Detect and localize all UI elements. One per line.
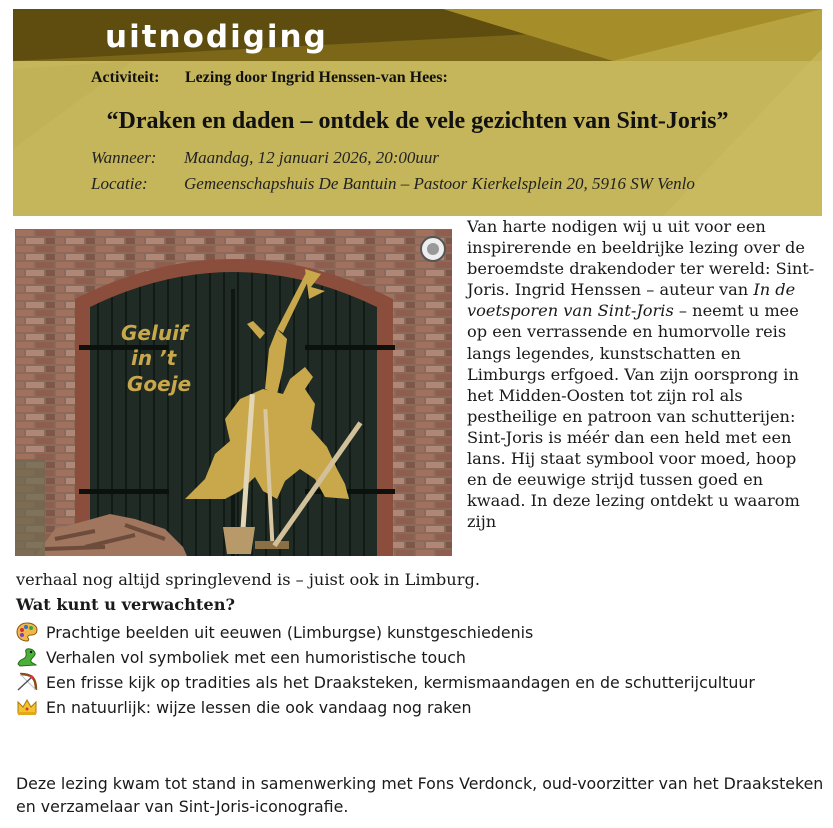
invitation-banner xyxy=(13,9,822,216)
banner-heading: uitnodiging xyxy=(105,19,328,55)
location-line xyxy=(91,174,695,194)
list-item xyxy=(16,695,816,720)
activity-line xyxy=(91,69,448,87)
lecture-title: “Draken en daden – ontdek de vele gezichten van Sint-Joris” xyxy=(106,108,729,134)
location-label: Locatie: xyxy=(91,174,148,193)
intro-paragraph-tail: verhaal nog altijd springlevend is – juist ook in Limburg. xyxy=(16,570,480,589)
when-label: Wanneer: xyxy=(91,148,157,167)
door-text-line3: Goeje xyxy=(127,372,192,396)
intro-part1: Van harte nodigen wij u uit voor een inspirerende en beeldrijke lezing over de beroemdste drakendoder ter wereld: Sint-Joris. Ingrid Henssen – auteur van xyxy=(467,217,815,300)
list-item xyxy=(16,671,816,695)
list-item-text: Verhalen vol symboliek met een humoristische touch xyxy=(46,648,466,668)
door-text-line2: in ’t xyxy=(131,346,177,370)
expect-list xyxy=(16,620,816,720)
book-title: In de voetsporen van Sint-Joris xyxy=(467,280,796,321)
list-item-text: Een frisse kijk op tradities als het Draaksteken, kermismaandagen en de schutterijcultuur xyxy=(46,672,755,692)
dragon-icon xyxy=(16,647,38,667)
door-photo xyxy=(15,229,452,556)
palette-icon xyxy=(16,622,38,642)
collaboration-paragraph: Deze lezing kwam tot stand in samenwerking met Fons Verdonck, oud-voorzitter van het Draaksteken en verzamelaar van Sint-Joris-iconografie. xyxy=(16,774,824,816)
activity-value: Lezing door Ingrid Henssen-van Hees: xyxy=(185,69,448,86)
when-line xyxy=(91,148,439,168)
crown-icon xyxy=(16,697,38,717)
location-value: Gemeenschapshuis De Bantuin – Pastoor Kierkelsplein 20, 5916 SW Venlo xyxy=(184,174,695,193)
list-item-text: Prachtige beelden uit eeuwen (Limburgse) kunstgeschiedenis xyxy=(46,623,534,642)
list-item xyxy=(16,620,816,645)
expect-heading: Wat kunt u verwachten? xyxy=(16,595,235,614)
door-text-line1: Geluif xyxy=(121,321,188,345)
activity-label: Activiteit: xyxy=(91,69,160,86)
intro-part2: – neemt u mee op een verrassende en humorvolle reis langs legendes, kunstschatten en Limburgs erfgoed. Van zijn oorsprong in het Midden-Oosten tot zijn rol als pestheilige en patroon van schutterijen: Sint-Joris is méér dan een held met een lans. Hij staat symbool voor moed, hoop en de eeuwige strijd tussen goed en kwaad. In deze lezing ontdekt u waarom zijn xyxy=(467,301,800,532)
intro-paragraph xyxy=(467,216,817,532)
list-item-text: En natuurlijk: wijze lessen die ook vandaag nog raken xyxy=(46,697,472,717)
list-item xyxy=(16,645,816,670)
when-value: Maandag, 12 januari 2026, 20:00uur xyxy=(184,148,439,167)
bow-arrow-icon xyxy=(16,672,38,692)
